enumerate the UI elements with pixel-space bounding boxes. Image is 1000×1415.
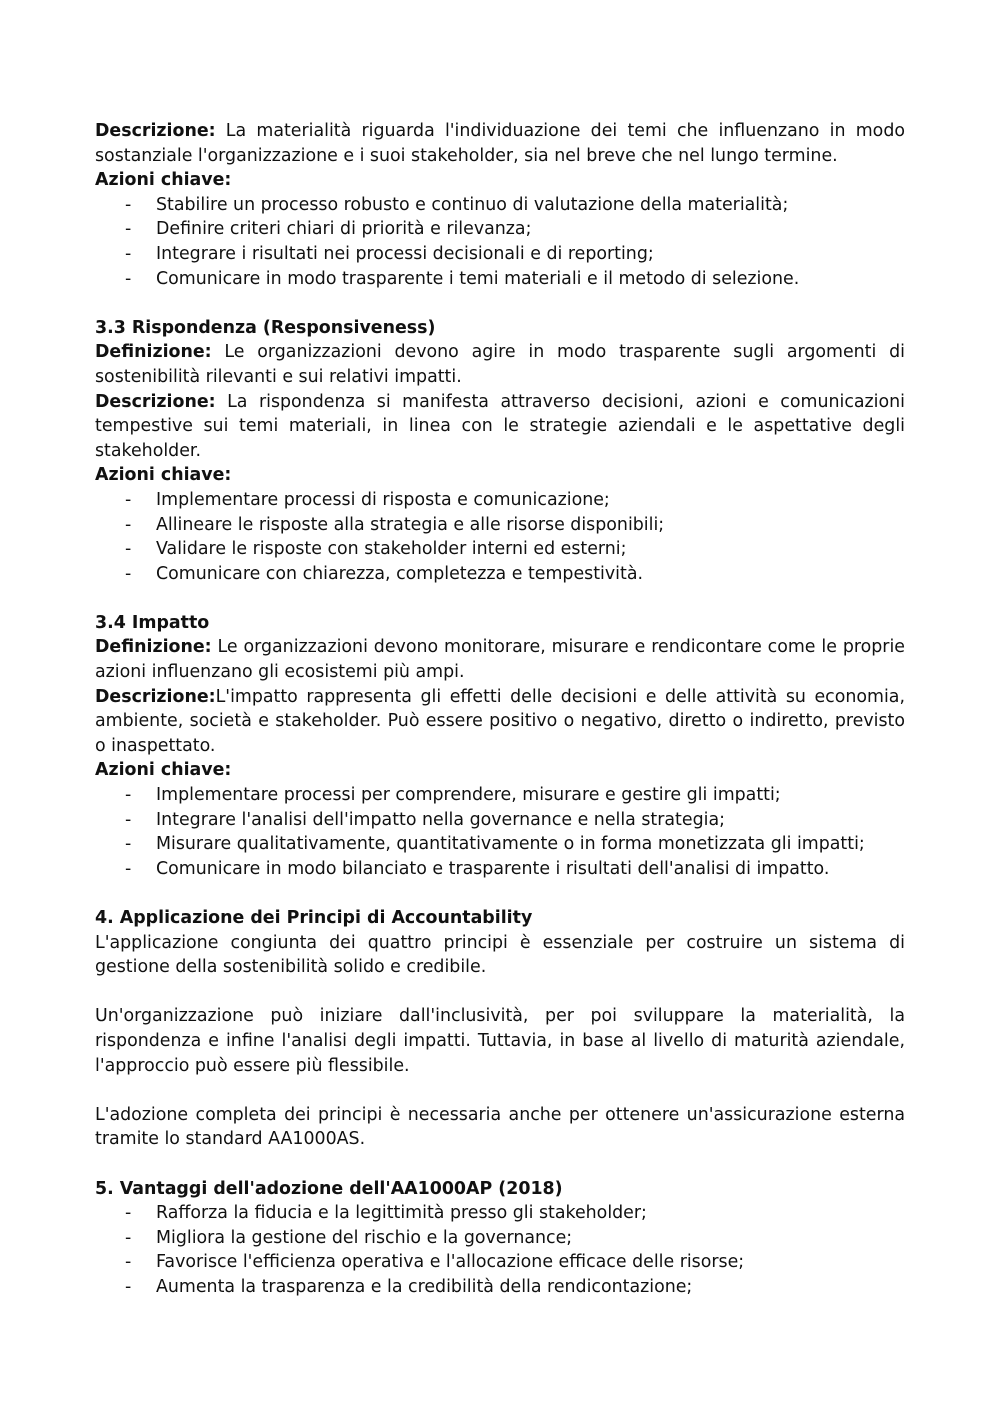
impact-actions-list — [95, 783, 905, 881]
section-heading-responsiveness: 3.3 Rispondenza (Responsiveness) — [95, 317, 436, 338]
list-item: - Validare le risposte con stakeholder interni ed esterni; — [125, 539, 627, 560]
list-item: - Migliora la gestione del rischio e la governance; — [125, 1227, 573, 1248]
advantages-list — [95, 1201, 905, 1299]
list-item: - Definire criteri chiari di priorità e rilevanza; — [125, 219, 532, 240]
section-heading-application: 4. Applicazione dei Principi di Accountability — [95, 908, 533, 928]
list-item: - Comunicare con chiarezza, completezza e tempestività. — [125, 563, 644, 584]
list-item: - Integrare l'analisi dell'impatto nella governance e nella strategia; — [125, 809, 725, 830]
responsiveness-definition: Definizione: Le organizzazioni devono agire in modo trasparente sugli argomenti di sostenibilità rilevanti e sui relativi impatti. — [95, 342, 905, 387]
impact-description: Descrizione:L'impatto rappresenta gli effetti delle decisioni e delle attività su economia, ambiente, società e stakeholder. Può essere positivo o negativo, diretto o indiretto, previsto o inaspettato. — [95, 686, 905, 756]
materiality-description: Descrizione: La materialità riguarda l'individuazione dei temi che influenzano in modo sostanziale l'organizzazione e i suoi stakeholder, sia nel breve che nel lungo termine. — [95, 121, 905, 166]
list-item: - Stabilire un processo robusto e continuo di valutazione della materialità; — [125, 194, 789, 215]
impact-actions-label: Azioni chiave: — [95, 760, 232, 781]
list-item: - Implementare processi di risposta e comunicazione; — [125, 489, 610, 510]
list-item: - Misurare qualitativamente, quantitativamente o in forma monetizzata gli impatti; — [125, 834, 865, 855]
list-item: - Aumenta la trasparenza e la credibilità della rendicontazione; — [125, 1276, 693, 1297]
application-paragraph-1: L'applicazione congiunta dei quattro principi è essenziale per costruire un sistema di gestione della sostenibilità solido e credibile. — [95, 932, 905, 978]
list-item: - Favorisce l'efficienza operativa e l'allocazione efficace delle risorse; — [125, 1252, 745, 1273]
section-heading-advantages: 5. Vantaggi dell'adozione dell'AA1000AP (2018) — [95, 1178, 563, 1199]
materiality-actions-label: Azioni chiave: — [95, 170, 232, 191]
responsiveness-description: Descrizione: La rispondenza si manifesta attraverso decisioni, azioni e comunicazioni tempestive sui temi materiali, in linea con le strategie aziendali e le aspettative degli stakeholder. — [95, 391, 905, 461]
responsiveness-actions-label: Azioni chiave: — [95, 465, 232, 486]
list-item: - Comunicare in modo trasparente i temi materiali e il metodo di selezione. — [125, 268, 800, 289]
impact-definition: Definizione: Le organizzazioni devono monitorare, misurare e rendicontare come le proprie azioni influenzano gli ecosistemi più ampi. — [95, 637, 905, 683]
document-page — [95, 119, 905, 1300]
list-item: - Comunicare in modo bilanciato e trasparente i risultati dell'analisi di impatto. — [125, 858, 830, 879]
materiality-actions-list — [95, 193, 905, 291]
list-item: - Implementare processi per comprendere, misurare e gestire gli impatti; — [125, 785, 781, 806]
list-item: - Rafforza la fiducia e la legittimità presso gli stakeholder; — [125, 1203, 647, 1224]
responsiveness-actions-list — [95, 488, 905, 586]
application-paragraph-3: L'adozione completa dei principi è necessaria anche per ottenere un'assicurazione esterna tramite lo standard AA1000AS. — [95, 1104, 905, 1150]
list-item: - Allineare le risposte alla strategia e alle risorse disponibili; — [125, 514, 665, 535]
section-heading-impact: 3.4 Impatto — [95, 612, 210, 633]
list-item: - Integrare i risultati nei processi decisionali e di reporting; — [125, 243, 654, 264]
application-paragraph-2: Un'organizzazione può iniziare dall'inclusività, per poi sviluppare la materialità, la rispondenza e infine l'analisi degli impatti. Tuttavia, in base al livello di maturità aziendale, l'approccio può essere più flessibile. — [95, 1006, 905, 1076]
